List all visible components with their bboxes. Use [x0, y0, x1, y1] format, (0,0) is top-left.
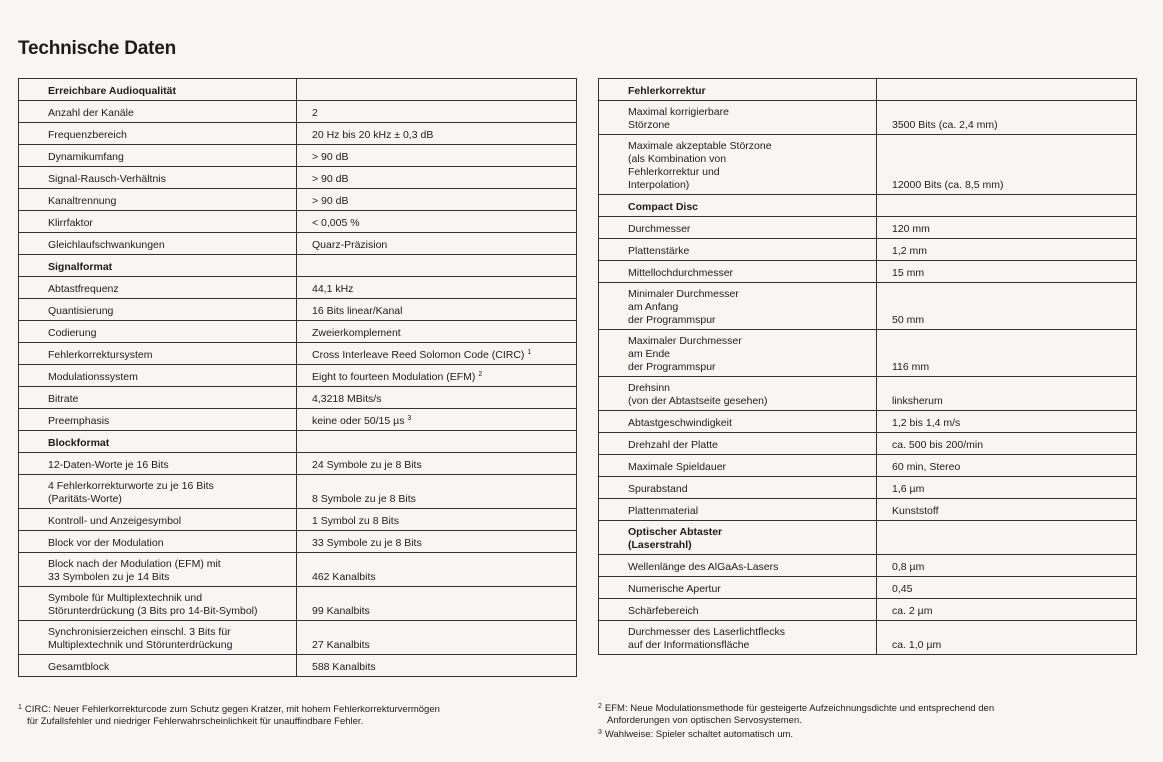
spec-value	[877, 135, 1137, 195]
footnote-marker: 1	[527, 349, 532, 356]
spec-row	[19, 409, 577, 431]
spec-label: Frequenzbereich	[19, 123, 297, 145]
spec-row	[599, 577, 1137, 599]
spec-label: Maximaler Durchmesser am Ende der Programmspur	[599, 330, 877, 377]
spec-row	[599, 330, 1137, 377]
spec-label: Dynamikumfang	[19, 145, 297, 167]
spec-row	[19, 453, 577, 475]
section-blank-cell	[297, 255, 577, 277]
page-title: Technische Daten	[18, 38, 176, 59]
spec-label: Maximal korrigierbare Störzone	[599, 101, 877, 135]
spec-row	[599, 411, 1137, 433]
spec-row	[19, 509, 577, 531]
spec-value-text: 116 mm	[892, 361, 930, 373]
spec-value	[297, 587, 577, 621]
spec-value-text: 12000 Bits (ca. 8,5 mm)	[892, 179, 1004, 191]
spec-value-text: 15 mm	[892, 267, 925, 279]
spec-value-text: Eight to fourteen Modulation (EFM)	[312, 371, 476, 383]
spec-value	[877, 217, 1137, 239]
spec-label: Plattenstärke	[599, 239, 877, 261]
spec-value	[877, 261, 1137, 283]
footnotes-left	[18, 702, 440, 728]
spec-value-text: 27 Kanalbits	[312, 639, 370, 651]
spec-value-text: 4,3218 MBits/s	[312, 393, 382, 405]
right-spec-table	[598, 78, 1137, 655]
spec-row	[19, 343, 577, 365]
footnote-marker: 2	[478, 371, 483, 378]
section-blank-cell	[877, 195, 1137, 217]
spec-value	[297, 299, 577, 321]
spec-value	[297, 453, 577, 475]
spec-value	[877, 283, 1137, 330]
spec-value	[297, 553, 577, 587]
spec-label: Codierung	[19, 321, 297, 343]
section-title: Signalformat	[19, 255, 297, 277]
spec-value	[297, 277, 577, 299]
spec-value	[297, 509, 577, 531]
spec-label: Block nach der Modulation (EFM) mit 33 Symbolen zu je 14 Bits	[19, 553, 297, 587]
spec-value-text: 1 Symbol zu 8 Bits	[312, 515, 399, 527]
spec-value-text: 8 Symbole zu je 8 Bits	[312, 493, 416, 505]
spec-row	[19, 167, 577, 189]
spec-label: Numerische Apertur	[599, 577, 877, 599]
spec-value-text: 44,1 kHz	[312, 283, 354, 295]
spec-value	[877, 555, 1137, 577]
spec-value-text: Cross Interleave Reed Solomon Code (CIRC)	[312, 349, 525, 361]
spec-value-text: ca. 2 µm	[892, 605, 933, 617]
spec-label: Kanaltrennung	[19, 189, 297, 211]
spec-label: Block vor der Modulation	[19, 531, 297, 553]
spec-value	[297, 621, 577, 655]
spec-value	[877, 433, 1137, 455]
spec-row	[599, 433, 1137, 455]
spec-label: Bitrate	[19, 387, 297, 409]
spec-value	[877, 377, 1137, 411]
footnote-2: $^2$ EFM: Neue Modulationsmethode für gesteigerte Aufzeichnungsdichte und entsprechend den	[598, 703, 995, 714]
spec-row	[19, 387, 577, 409]
spec-label: Maximale Spieldauer	[599, 455, 877, 477]
section-blank-cell	[877, 521, 1137, 555]
spec-row	[599, 217, 1137, 239]
spec-label: Wellenlänge des AlGaAs-Lasers	[599, 555, 877, 577]
section-title: Fehlerkorrektur	[599, 79, 877, 101]
spec-row	[599, 101, 1137, 135]
spec-value	[297, 475, 577, 509]
spec-value-text: < 0,005 %	[312, 217, 360, 229]
footnote-1-cont: für Zufallsfehler und niedriger Fehlerwahrscheinlichkeit für unauffindbare Fehler.	[27, 716, 364, 727]
section-title: Compact Disc	[599, 195, 877, 217]
spec-row	[19, 299, 577, 321]
spec-row	[19, 123, 577, 145]
spec-value	[297, 321, 577, 343]
spec-row	[599, 555, 1137, 577]
spec-value-text: 3500 Bits (ca. 2,4 mm)	[892, 119, 998, 131]
section-blank-cell	[877, 79, 1137, 101]
spec-value	[297, 123, 577, 145]
spec-value	[877, 455, 1137, 477]
section-header	[19, 79, 577, 101]
spec-row	[19, 145, 577, 167]
spec-label: Modulationssystem	[19, 365, 297, 387]
spec-value	[297, 211, 577, 233]
spec-value	[297, 387, 577, 409]
spec-row	[599, 261, 1137, 283]
spec-row	[599, 239, 1137, 261]
spec-label: Drehzahl der Platte	[599, 433, 877, 455]
spec-label: Synchronisierzeichen einschl. 3 Bits für Multiplextechnik und Störunterdrückung	[19, 621, 297, 655]
spec-value-text: ca. 1,0 µm	[892, 639, 942, 651]
spec-value-text: ca. 500 bis 200/min	[892, 439, 984, 451]
spec-label: Kontroll- und Anzeigesymbol	[19, 509, 297, 531]
spec-value	[297, 365, 577, 387]
spec-row	[599, 135, 1137, 195]
spec-row	[19, 277, 577, 299]
spec-value-text: 50 mm	[892, 314, 925, 326]
spec-label: Abtastgeschwindigkeit	[599, 411, 877, 433]
spec-row	[19, 189, 577, 211]
spec-value-text: 1,6 µm	[892, 483, 925, 495]
spec-label: Quantisierung	[19, 299, 297, 321]
spec-label: Fehlerkorrektursystem	[19, 343, 297, 365]
spec-value	[297, 233, 577, 255]
spec-row	[19, 531, 577, 553]
spec-label: Maximale akzeptable Störzone (als Kombination von Fehlerkorrektur und Interpolation)	[599, 135, 877, 195]
spec-label: 4 Fehlerkorrekturworte zu je 16 Bits (Paritäts-Worte)	[19, 475, 297, 509]
spec-label: Durchmesser	[599, 217, 877, 239]
section-blank-cell	[297, 431, 577, 453]
spec-row	[599, 477, 1137, 499]
left-spec-table	[18, 78, 577, 677]
spec-row	[19, 553, 577, 587]
spec-value	[877, 101, 1137, 135]
spec-value-text: 120 mm	[892, 223, 930, 235]
spec-row	[19, 655, 577, 677]
spec-value-text: 99 Kanalbits	[312, 605, 370, 617]
spec-value-text: > 90 dB	[312, 195, 349, 207]
spec-value-text: Zweierkomplement	[312, 327, 401, 339]
footnote-1: $^1$ CIRC: Neuer Fehlerkorrekturcode zum Schutz gegen Kratzer, mit hohem Fehlerkorrekturvermögen	[18, 704, 440, 715]
spec-row	[599, 621, 1137, 655]
spec-label: 12-Daten-Worte je 16 Bits	[19, 453, 297, 475]
spec-value	[297, 189, 577, 211]
spec-label: Abtastfrequenz	[19, 277, 297, 299]
section-title: Optischer Abtaster (Laserstrahl)	[599, 521, 877, 555]
spec-value-text: > 90 dB	[312, 151, 349, 163]
spec-row	[599, 455, 1137, 477]
spec-row	[19, 475, 577, 509]
spec-label: Spurabstand	[599, 477, 877, 499]
spec-label: Signal-Rausch-Verhältnis	[19, 167, 297, 189]
spec-value-text: 2	[312, 107, 318, 119]
spec-row	[19, 211, 577, 233]
spec-value	[297, 167, 577, 189]
spec-value-text: 16 Bits linear/Kanal	[312, 305, 403, 317]
spec-label: Preemphasis	[19, 409, 297, 431]
section-blank-cell	[297, 79, 577, 101]
spec-value	[877, 330, 1137, 377]
spec-value	[877, 599, 1137, 621]
spec-value	[877, 477, 1137, 499]
spec-value-text: linksherum	[892, 395, 943, 407]
spec-value	[877, 499, 1137, 521]
section-header	[599, 79, 1137, 101]
spec-value	[877, 577, 1137, 599]
spec-label: Mittellochdurchmesser	[599, 261, 877, 283]
spec-label: Minimaler Durchmesser am Anfang der Programmspur	[599, 283, 877, 330]
section-header	[19, 255, 577, 277]
spec-row	[599, 599, 1137, 621]
spec-label: Gleichlaufschwankungen	[19, 233, 297, 255]
spec-row	[19, 587, 577, 621]
spec-value-text: 33 Symbole zu je 8 Bits	[312, 537, 422, 549]
footnotes-right	[598, 701, 994, 741]
section-header	[19, 431, 577, 453]
section-title: Blockformat	[19, 431, 297, 453]
spec-value-text: Quarz-Präzision	[312, 239, 388, 251]
spec-value-text: 24 Symbole zu je 8 Bits	[312, 459, 422, 471]
spec-value-text: keine oder 50/15 µs	[312, 415, 405, 427]
footnote-2-cont: Anforderungen von optischen Servosystemen.	[607, 715, 802, 726]
spec-row	[19, 321, 577, 343]
section-title: Erreichbare Audioqualität	[19, 79, 297, 101]
spec-row	[19, 233, 577, 255]
spec-value-text: 462 Kanalbits	[312, 571, 376, 583]
spec-value-text: 1,2 mm	[892, 245, 928, 257]
spec-label: Anzahl der Kanäle	[19, 101, 297, 123]
spec-value	[297, 655, 577, 677]
spec-row	[599, 377, 1137, 411]
section-header	[599, 521, 1137, 555]
spec-row	[599, 499, 1137, 521]
spec-value	[297, 101, 577, 123]
spec-row	[19, 101, 577, 123]
footnote-marker: 3	[407, 415, 412, 422]
spec-value	[297, 145, 577, 167]
spec-row	[19, 621, 577, 655]
spec-label: Plattenmaterial	[599, 499, 877, 521]
spec-value	[297, 409, 577, 431]
section-header	[599, 195, 1137, 217]
spec-label: Gesamtblock	[19, 655, 297, 677]
footnote-3: $^3$ Wahlweise: Spieler schaltet automatisch um.	[598, 729, 794, 740]
spec-value	[297, 343, 577, 365]
spec-value-text: Kunststoff	[892, 505, 939, 517]
spec-label: Klirrfaktor	[19, 211, 297, 233]
spec-value-text: 60 min, Stereo	[892, 461, 961, 473]
spec-row	[19, 365, 577, 387]
spec-value-text: 0,8 µm	[892, 561, 925, 573]
spec-value-text: 20 Hz bis 20 kHz ± 0,3 dB	[312, 129, 434, 141]
spec-label: Durchmesser des Laserlichtflecks auf der Informationsfläche	[599, 621, 877, 655]
spec-label: Symbole für Multiplextechnik und Störunterdrückung (3 Bits pro 14-Bit-Symbol)	[19, 587, 297, 621]
spec-label: Schärfebereich	[599, 599, 877, 621]
spec-value	[877, 621, 1137, 655]
spec-label: Drehsinn (von der Abtastseite gesehen)	[599, 377, 877, 411]
spec-value	[877, 411, 1137, 433]
spec-value-text: > 90 dB	[312, 173, 349, 185]
spec-value-text: 0,45	[892, 583, 913, 595]
spec-value	[297, 531, 577, 553]
spec-value-text: 1,2 bis 1,4 m/s	[892, 417, 961, 429]
spec-value	[877, 239, 1137, 261]
spec-row	[599, 283, 1137, 330]
spec-value-text: 588 Kanalbits	[312, 661, 376, 673]
